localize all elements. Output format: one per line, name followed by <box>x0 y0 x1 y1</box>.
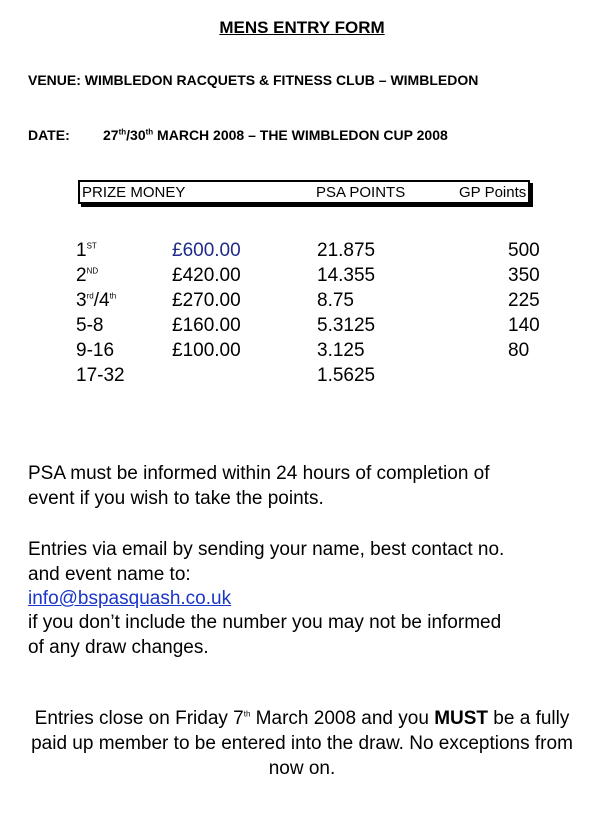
closing-part2: March 2008 and you <box>250 708 435 729</box>
table-row-psa: 8.75 <box>317 290 354 311</box>
table-row-psa: 5.3125 <box>317 315 376 336</box>
table-row-prize: £270.00 <box>172 290 241 311</box>
table-row-prize: £160.00 <box>172 315 241 336</box>
table-row-psa: 3.125 <box>317 340 365 361</box>
position-suffix-2: th <box>109 291 117 301</box>
table-row-position <box>76 265 98 287</box>
table-row-psa: 1.5625 <box>317 365 376 386</box>
date-day1: 27 <box>103 127 119 143</box>
closing-part3: be a fully paid up member to be entered into the draw. No exceptions from now on. <box>31 708 573 779</box>
table-row-psa: 14.355 <box>317 265 376 286</box>
closing-must: MUST <box>434 708 489 729</box>
email-link-wrap <box>28 586 231 611</box>
header-gp-points: GP Points <box>459 184 527 201</box>
table-row-position: 17-32 <box>76 365 125 386</box>
venue-line: VENUE: WIMBLEDON RACQUETS & FITNESS CLUB – WIMBLEDON <box>28 72 479 88</box>
table-row-prize: £420.00 <box>172 265 241 286</box>
table-row-position <box>76 290 116 312</box>
entries-line3: if you don’t include the number you may not be informed <box>28 612 502 633</box>
form-title: MENS ENTRY FORM <box>219 18 385 37</box>
entries-line2: and event name to: <box>28 564 191 585</box>
table-row-gp: 225 <box>508 290 540 311</box>
position-suffix: ND <box>86 266 99 276</box>
position-suffix: rd <box>86 291 94 301</box>
email-link[interactable]: info@bspasquash.co.uk <box>28 588 232 609</box>
position-tail: /4 <box>93 290 110 311</box>
date-label: DATE: <box>28 127 70 143</box>
position-text: 1 <box>76 240 87 261</box>
closing-notice <box>0 706 604 781</box>
date-rest: MARCH 2008 – THE WIMBLEDON CUP 2008 <box>153 127 448 143</box>
date-sup2: th <box>145 127 154 137</box>
closing-sup: th <box>243 709 251 719</box>
entries-line1: Entries via email by sending your name, best contact no. <box>28 539 505 560</box>
position-suffix: ST <box>86 241 97 251</box>
date-sup1: th <box>118 127 127 137</box>
table-row-position: 9-16 <box>76 340 115 361</box>
table-row-gp: 350 <box>508 265 540 286</box>
position-text: 3 <box>76 290 87 311</box>
psa-notice-line2: event if you wish to take the points. <box>28 488 324 509</box>
date-sep: /30 <box>126 127 146 143</box>
table-row-prize: £100.00 <box>172 340 241 361</box>
table-row-position <box>76 240 97 262</box>
header-prize-money: PRIZE MONEY <box>82 184 186 201</box>
table-row-position: 5-8 <box>76 315 104 336</box>
table-row-gp: 500 <box>508 240 540 261</box>
table-row-psa: 21.875 <box>317 240 376 261</box>
table-row-gp: 80 <box>508 340 530 361</box>
closing-part1: Entries close on Friday 7 <box>34 708 244 729</box>
date-value <box>103 127 448 143</box>
header-psa-points: PSA POINTS <box>316 184 406 201</box>
table-row-gp: 140 <box>508 315 540 336</box>
position-text: 2 <box>76 265 87 286</box>
psa-notice-line1: PSA must be informed within 24 hours of completion of <box>28 463 490 484</box>
table-row-prize: £600.00 <box>172 240 241 261</box>
entries-line4: of any draw changes. <box>28 637 209 658</box>
